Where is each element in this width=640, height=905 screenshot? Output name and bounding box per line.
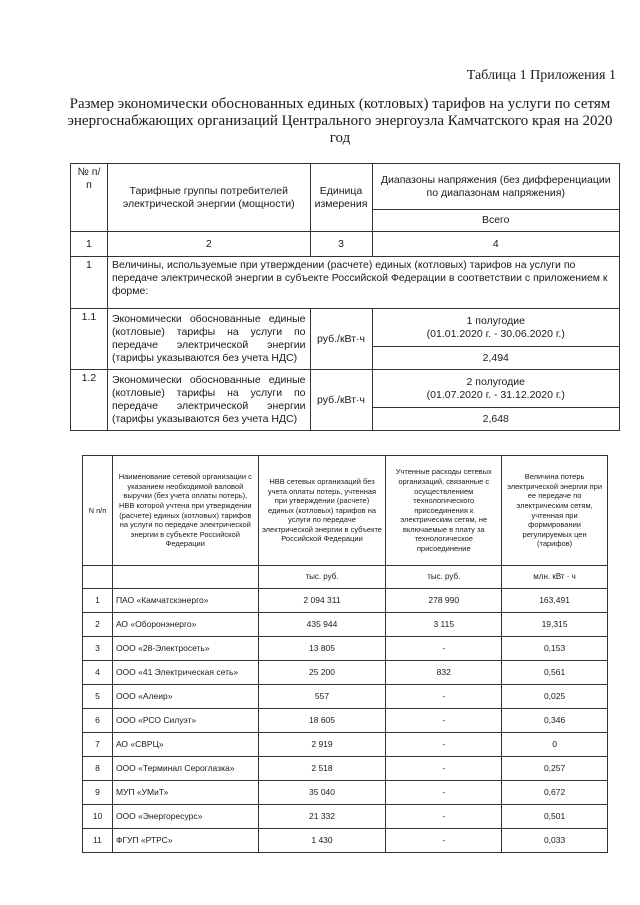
table-caption: Таблица 1 Приложения 1 [466, 68, 616, 83]
table-row [83, 781, 608, 805]
losses-value: 0 [502, 733, 608, 757]
organization-name: ООО «РСО Силуэт» [112, 709, 258, 733]
tariff-value: 2,648 [372, 408, 620, 431]
row-number: 5 [83, 685, 113, 709]
nvv-value: 21 332 [258, 805, 386, 829]
header-total: Всего [372, 210, 620, 232]
row-unit: руб./кВт·ч [310, 309, 372, 370]
organization-name: ООО «28-Электросеть» [112, 637, 258, 661]
row-period [372, 370, 620, 408]
organization-name: ПАО «Камчатскэнерго» [112, 589, 258, 613]
nvv-value: 35 040 [258, 781, 386, 805]
row-number: 11 [83, 829, 113, 853]
expenses-value: - [386, 781, 502, 805]
column-number: 2 [107, 232, 310, 257]
expenses-value: - [386, 637, 502, 661]
header-unit: Единица измерения [310, 164, 372, 232]
row-number: 2 [83, 613, 113, 637]
losses-value: 0,561 [502, 661, 608, 685]
organization-name: ООО «Алеир» [112, 685, 258, 709]
table-row [83, 829, 608, 853]
table-row [83, 661, 608, 685]
row-number: 10 [83, 805, 113, 829]
row-unit: руб./кВт·ч [310, 370, 372, 431]
expenses-value: 3 115 [386, 613, 502, 637]
nvv-value: 2 919 [258, 733, 386, 757]
expenses-value: - [386, 733, 502, 757]
header-organization: Наименование сетевой организации с указанием необходимой валовой выручки (без учета оплаты потерь), НВВ которой учтена при утверждении (расчете) единых (котловых) тарифов на услуги по передаче электрической энергии в субъекте Российской Федерации [112, 456, 258, 566]
period-label: 1 полугодие [466, 314, 525, 327]
row-period [372, 309, 620, 347]
row-number: 4 [83, 661, 113, 685]
organization-name: ООО «Энергоресурс» [112, 805, 258, 829]
nvv-value: 435 944 [258, 613, 386, 637]
header-tariff-groups: Тарифные группы потребителей электрической энергии (мощности) [107, 164, 310, 232]
table-row [83, 613, 608, 637]
table-row [83, 757, 608, 781]
table-row [83, 589, 608, 613]
table-row [83, 685, 608, 709]
unit-empty [112, 566, 258, 589]
nvv-value: 2 094 311 [258, 589, 386, 613]
expenses-value: - [386, 685, 502, 709]
losses-value: 0,025 [502, 685, 608, 709]
network-organizations-table [82, 455, 608, 853]
table-row [83, 709, 608, 733]
losses-value: 19,315 [502, 613, 608, 637]
period-dates: (01.07.2020 г. - 31.12.2020 г.) [426, 388, 565, 401]
period-label: 2 полугодие [466, 375, 525, 388]
expenses-value: - [386, 757, 502, 781]
expenses-value: - [386, 805, 502, 829]
nvv-value: 25 200 [258, 661, 386, 685]
row-number: 1 [83, 589, 113, 613]
unit-empty [83, 566, 113, 589]
unit-nvv: тыс. руб. [258, 566, 386, 589]
organization-name: ФГУП «РТРС» [112, 829, 258, 853]
period-dates: (01.01.2020 г. - 30.06.2020 г.) [426, 327, 565, 340]
column-number: 1 [71, 232, 108, 257]
nvv-value: 18 605 [258, 709, 386, 733]
table-row [83, 637, 608, 661]
losses-value: 163,491 [502, 589, 608, 613]
losses-value: 0,033 [502, 829, 608, 853]
expenses-value: - [386, 829, 502, 853]
unit-losses: млн. кВт · ч [502, 566, 608, 589]
header-voltage-ranges: Диапазоны напряжения (без дифференциации по диапазонам напряжения) [372, 164, 620, 210]
losses-value: 0,153 [502, 637, 608, 661]
table-row [83, 733, 608, 757]
tariff-table [70, 163, 620, 431]
table-row [83, 805, 608, 829]
nvv-value: 13 805 [258, 637, 386, 661]
losses-value: 0,672 [502, 781, 608, 805]
nvv-value: 1 430 [258, 829, 386, 853]
header-no: № п/п [71, 164, 108, 232]
row-number: 9 [83, 781, 113, 805]
section-no: 1 [71, 257, 108, 309]
nvv-value: 2 518 [258, 757, 386, 781]
row-number: 8 [83, 757, 113, 781]
header-nvv: НВВ сетевых организаций без учета оплаты потерь, учтенная при утверждении (расчете) единых (котловых) тарифов на услуги по передаче электрической энергии в субъекте Российской Федерации [258, 456, 386, 566]
header-expenses: Учтенные расходы сетевых организаций, связанные с осуществлением технологического присоединения к электрическим сетям, не включаемые в плату за технологическое присоединение [386, 456, 502, 566]
nvv-value: 557 [258, 685, 386, 709]
header-no: N п/п [83, 456, 113, 566]
row-no: 1.1 [71, 309, 108, 370]
expenses-value: 278 990 [386, 589, 502, 613]
row-description: Экономически обоснованные единые (котловые) тарифы на услуги по передаче электрической энергии (тарифы указываются без учета НДС) [107, 370, 310, 431]
losses-value: 0,257 [502, 757, 608, 781]
tariff-value: 2,494 [372, 347, 620, 370]
expenses-value: - [386, 709, 502, 733]
row-description: Экономически обоснованные единые (котловые) тарифы на услуги по передаче электрической энергии (тарифы указываются без учета НДС) [107, 309, 310, 370]
header-losses: Величина потерь электрической энергии при ее передаче по электрическим сетям, учтенная при формировании регулируемых цен (тарифов) [502, 456, 608, 566]
document-title: Размер экономически обоснованных единых (котловых) тарифов на услуги по сетям энергоснабжающих организаций Центрального энергоузла Камчатского края на 2020 год [67, 96, 613, 146]
column-number: 4 [372, 232, 620, 257]
organization-name: ООО «41 Электрическая сеть» [112, 661, 258, 685]
organization-name: МУП «УМиТ» [112, 781, 258, 805]
row-no: 1.2 [71, 370, 108, 431]
row-number: 7 [83, 733, 113, 757]
section-text: Величины, используемые при утверждении (расчете) единых (котловых) тарифов на услуги по передаче электрической энергии в субъекте Российской Федерации в соответствии с приложением к форме: [107, 257, 619, 309]
column-number: 3 [310, 232, 372, 257]
losses-value: 0,346 [502, 709, 608, 733]
organization-name: АО «Оборонэнерго» [112, 613, 258, 637]
row-number: 3 [83, 637, 113, 661]
organization-name: ООО «Терминал Сероглазка» [112, 757, 258, 781]
losses-value: 0,501 [502, 805, 608, 829]
organization-name: АО «СВРЦ» [112, 733, 258, 757]
expenses-value: 832 [386, 661, 502, 685]
row-number: 6 [83, 709, 113, 733]
unit-expenses: тыс. руб. [386, 566, 502, 589]
